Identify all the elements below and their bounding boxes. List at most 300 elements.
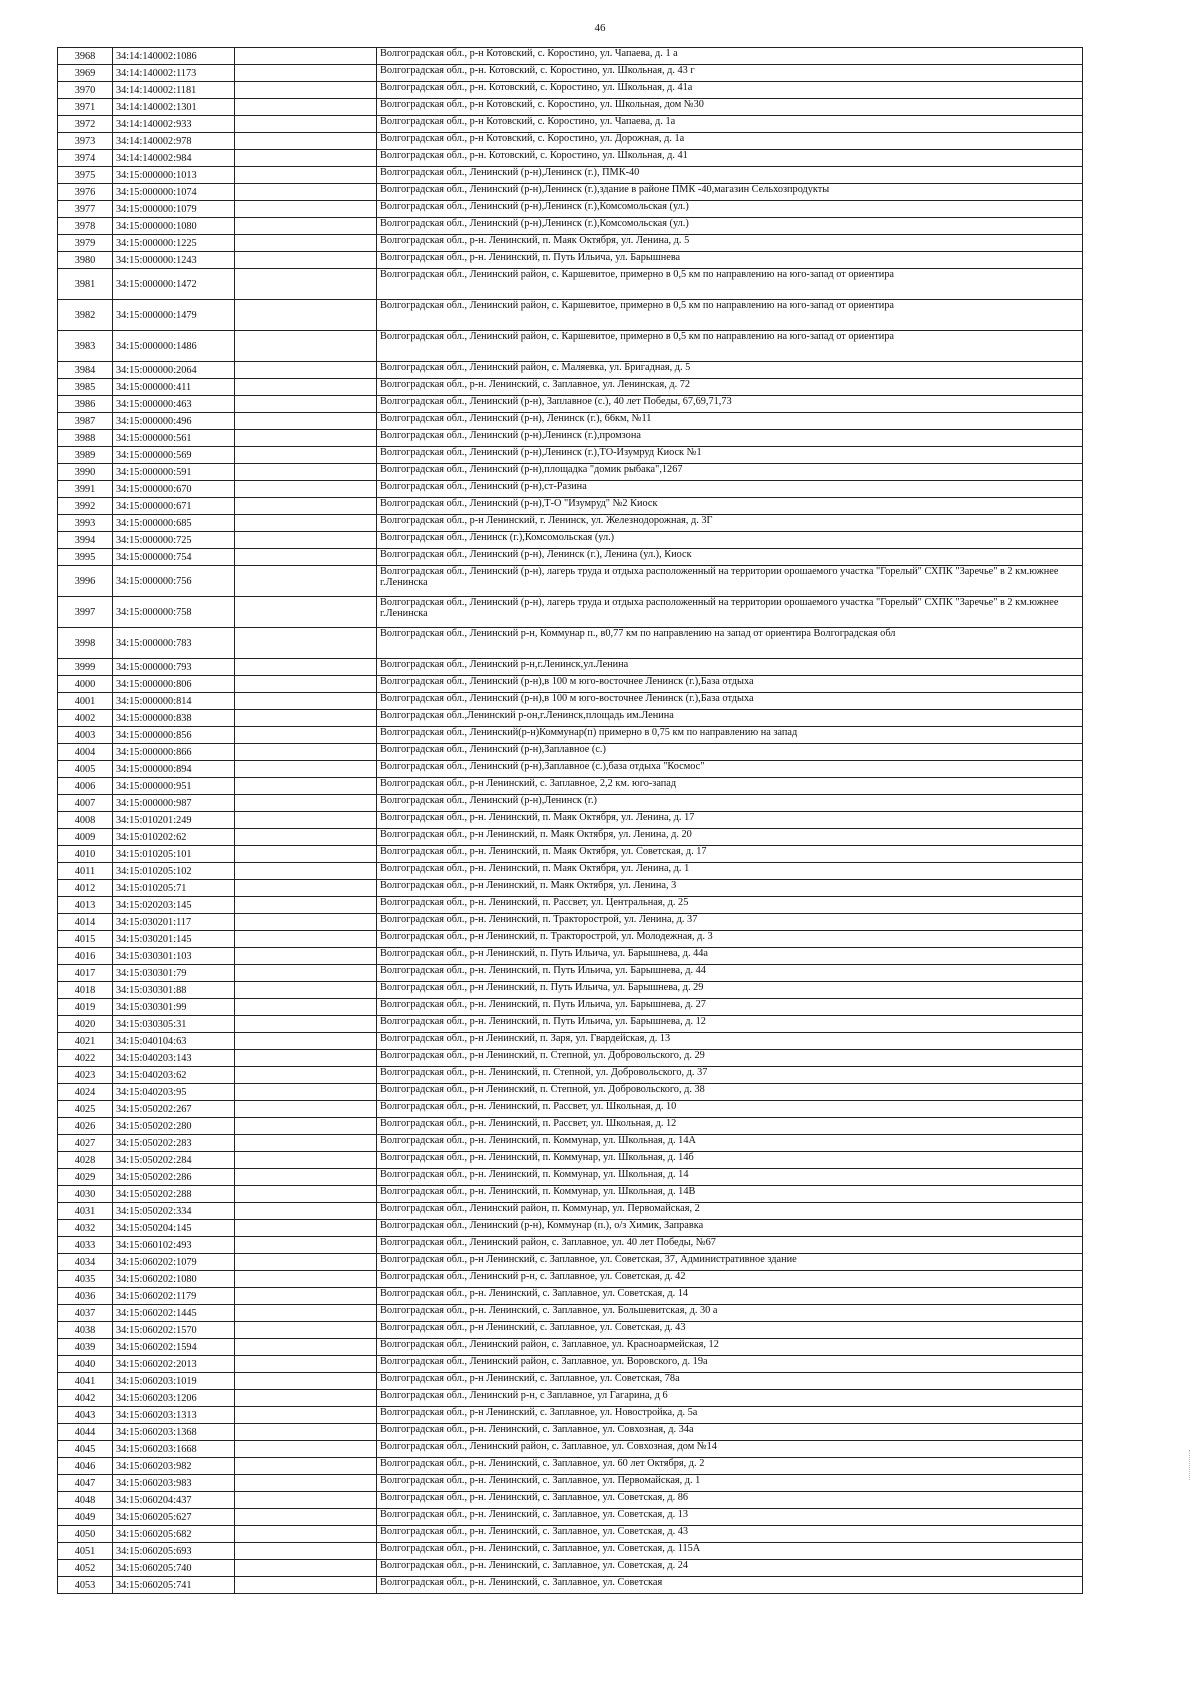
address-cell: Волгоградская обл., Ленинский (р-н),в 100 м юго-восточнее Ленинск (г.),База отдыха [377, 693, 1083, 710]
address-cell: Волгоградская обл., Ленинский (р-н),Ленинск (г.),ТО-Изумруд Киоск №1 [377, 447, 1083, 464]
row-number-cell: 3993 [58, 515, 113, 532]
empty-cell [235, 1509, 377, 1526]
row-number-cell: 4047 [58, 1475, 113, 1492]
row-number-cell: 3997 [58, 597, 113, 628]
table-row [58, 778, 1083, 795]
cadastral-number-cell: 34:15:000000:838 [113, 710, 235, 727]
empty-cell [235, 184, 377, 201]
address-cell: Волгоградская обл., р-н. Ленинский, с. Заплавное, ул. Советская, д. 24 [377, 1560, 1083, 1577]
row-number-cell: 4026 [58, 1118, 113, 1135]
address-cell: Волгоградская обл., р-н. Ленинский, с. Заплавное, ул. Советская, д. 115А [377, 1543, 1083, 1560]
empty-cell [235, 1237, 377, 1254]
empty-cell [235, 1424, 377, 1441]
empty-cell [235, 48, 377, 65]
table-row [58, 1254, 1083, 1271]
cadastral-number-cell: 34:15:060202:1570 [113, 1322, 235, 1339]
row-number-cell: 3980 [58, 252, 113, 269]
empty-cell [235, 965, 377, 982]
row-number-cell: 3990 [58, 464, 113, 481]
row-number-cell: 3982 [58, 300, 113, 331]
table-row [58, 65, 1083, 82]
table-row [58, 880, 1083, 897]
row-number-cell: 4044 [58, 1424, 113, 1441]
empty-cell [235, 761, 377, 778]
empty-cell [235, 829, 377, 846]
empty-cell [235, 628, 377, 659]
cadastral-number-cell: 34:15:050202:288 [113, 1186, 235, 1203]
address-cell: Волгоградская обл., р-н Ленинский, с. Заплавное, ул. Советская, 37, Административное здание [377, 1254, 1083, 1271]
table-row [58, 727, 1083, 744]
address-cell: Волгоградская обл., р-н Ленинский, с. Заплавное, ул. Новостройка, д. 5а [377, 1407, 1083, 1424]
row-number-cell: 3995 [58, 549, 113, 566]
address-cell: Волгоградская обл., Ленинск (г.),Комсомольская (ул.) [377, 532, 1083, 549]
cadastral-number-cell: 34:15:000000:866 [113, 744, 235, 761]
cadastral-number-cell: 34:15:000000:951 [113, 778, 235, 795]
address-cell: Волгоградская обл., Ленинский р-н, с. Заплавное, ул. Советская, д. 42 [377, 1271, 1083, 1288]
empty-cell [235, 1050, 377, 1067]
cadastral-number-cell: 34:15:060203:1206 [113, 1390, 235, 1407]
empty-cell [235, 218, 377, 235]
cadastral-number-cell: 34:15:000000:591 [113, 464, 235, 481]
cadastral-number-cell: 34:15:000000:685 [113, 515, 235, 532]
row-number-cell: 4045 [58, 1441, 113, 1458]
empty-cell [235, 150, 377, 167]
table-row [58, 1339, 1083, 1356]
row-number-cell: 4012 [58, 880, 113, 897]
address-cell: Волгоградская обл., р-н. Ленинский, п. Путь Ильича, ул. Барышнева, д. 27 [377, 999, 1083, 1016]
address-cell: Волгоградская обл., Ленинский район, п. Коммунар, ул. Первомайская, 2 [377, 1203, 1083, 1220]
table-row [58, 269, 1083, 300]
row-number-cell: 3979 [58, 235, 113, 252]
row-number-cell: 3972 [58, 116, 113, 133]
row-number-cell: 3996 [58, 566, 113, 597]
table-row [58, 1356, 1083, 1373]
cadastral-number-cell: 34:15:000000:758 [113, 597, 235, 628]
table-row [58, 48, 1083, 65]
row-number-cell: 4043 [58, 1407, 113, 1424]
empty-cell [235, 1305, 377, 1322]
address-cell: Волгоградская обл., Ленинский (р-н),в 100 м юго-восточнее Ленинск (г.),База отдыха [377, 676, 1083, 693]
table-row [58, 1237, 1083, 1254]
row-number-cell: 4007 [58, 795, 113, 812]
table-row [58, 447, 1083, 464]
table-row [58, 1509, 1083, 1526]
address-cell: Волгоградская обл., Ленинский р-н, с Заплавное, ул Гагарина, д 6 [377, 1390, 1083, 1407]
cadastral-number-cell: 34:15:060205:682 [113, 1526, 235, 1543]
table-row [58, 218, 1083, 235]
cadastral-number-cell: 34:15:060205:741 [113, 1577, 235, 1594]
address-cell: Волгоградская обл.,Ленинский р-он,г.Ленинск,площадь им.Ленина [377, 710, 1083, 727]
empty-cell [235, 1441, 377, 1458]
table-row [58, 82, 1083, 99]
table-row [58, 1101, 1083, 1118]
table-row [58, 1220, 1083, 1237]
table-row [58, 597, 1083, 628]
row-number-cell: 4005 [58, 761, 113, 778]
cadastral-number-cell: 34:15:060203:982 [113, 1458, 235, 1475]
row-number-cell: 4038 [58, 1322, 113, 1339]
table-row [58, 1560, 1083, 1577]
empty-cell [235, 99, 377, 116]
cadastral-number-cell: 34:15:050202:283 [113, 1135, 235, 1152]
empty-cell [235, 1288, 377, 1305]
empty-cell [235, 931, 377, 948]
row-number-cell: 4016 [58, 948, 113, 965]
table-row [58, 914, 1083, 931]
table-row [58, 116, 1083, 133]
table-row [58, 1577, 1083, 1594]
row-number-cell: 4025 [58, 1101, 113, 1118]
row-number-cell: 3968 [58, 48, 113, 65]
row-number-cell: 3998 [58, 628, 113, 659]
address-cell: Волгоградская обл., Ленинский р-н, Коммунар п., в0,77 км по направлению на запад от ориентира Волгоградская обл [377, 628, 1083, 659]
empty-cell [235, 201, 377, 218]
empty-cell [235, 379, 377, 396]
address-cell: Волгоградская обл., р-н. Ленинский, с. Заплавное, ул. Советская, д. 43 [377, 1526, 1083, 1543]
cadastral-number-cell: 34:15:000000:894 [113, 761, 235, 778]
table-row [58, 1118, 1083, 1135]
table-row [58, 795, 1083, 812]
cadastral-number-cell: 34:15:060205:693 [113, 1543, 235, 1560]
row-number-cell: 4049 [58, 1509, 113, 1526]
scan-artifact [1189, 1450, 1192, 1480]
table-row [58, 659, 1083, 676]
empty-cell [235, 1016, 377, 1033]
cadastral-number-cell: 34:15:060203:1313 [113, 1407, 235, 1424]
table-row [58, 1084, 1083, 1101]
table-row [58, 396, 1083, 413]
table-row [58, 1407, 1083, 1424]
table-row [58, 1526, 1083, 1543]
address-cell: Волгоградская обл., р-н Ленинский, п. Тракторострой, ул. Молодежная, д. 3 [377, 931, 1083, 948]
row-number-cell: 3978 [58, 218, 113, 235]
address-cell: Волгоградская обл., р-н. Ленинский, п. Путь Ильича, ул. Барышнева, д. 12 [377, 1016, 1083, 1033]
cadastral-number-cell: 34:15:060205:627 [113, 1509, 235, 1526]
cadastral-number-cell: 34:15:030201:145 [113, 931, 235, 948]
empty-cell [235, 447, 377, 464]
address-cell: Волгоградская обл., р-н Ленинский, с. Заплавное, 2,2 км. юго-запад [377, 778, 1083, 795]
table-row [58, 430, 1083, 447]
table-row [58, 863, 1083, 880]
address-cell: Волгоградская обл., р-н. Ленинский, с. Заплавное, ул. Советская, д. 13 [377, 1509, 1083, 1526]
cadastral-number-cell: 34:15:000000:1013 [113, 167, 235, 184]
table-row [58, 532, 1083, 549]
row-number-cell: 4027 [58, 1135, 113, 1152]
address-cell: Волгоградская обл., р-н Ленинский, п. Путь Ильича, ул. Барышнева, д. 29 [377, 982, 1083, 999]
empty-cell [235, 1322, 377, 1339]
address-cell: Волгоградская обл., Ленинский (р-н), лагерь труда и отдыха расположенный на территории орошаемого участка "Горелый" СХПК "Заречье" в 2 км.южнее г.Ленинска [377, 597, 1083, 628]
row-number-cell: 4021 [58, 1033, 113, 1050]
row-number-cell: 4018 [58, 982, 113, 999]
table-row [58, 965, 1083, 982]
empty-cell [235, 597, 377, 628]
table-row [58, 897, 1083, 914]
table-row [58, 931, 1083, 948]
empty-cell [235, 167, 377, 184]
empty-cell [235, 693, 377, 710]
cadastral-number-cell: 34:15:060203:1668 [113, 1441, 235, 1458]
cadastral-number-cell: 34:15:060203:983 [113, 1475, 235, 1492]
row-number-cell: 4014 [58, 914, 113, 931]
row-number-cell: 4042 [58, 1390, 113, 1407]
cadastral-number-cell: 34:15:000000:1243 [113, 252, 235, 269]
table-row [58, 676, 1083, 693]
table-row [58, 1203, 1083, 1220]
empty-cell [235, 1560, 377, 1577]
empty-cell [235, 498, 377, 515]
table-row [58, 252, 1083, 269]
row-number-cell: 4037 [58, 1305, 113, 1322]
table-row [58, 300, 1083, 331]
empty-cell [235, 300, 377, 331]
table-row [58, 744, 1083, 761]
cadastral-number-cell: 34:15:000000:463 [113, 396, 235, 413]
row-number-cell: 4032 [58, 1220, 113, 1237]
row-number-cell: 3981 [58, 269, 113, 300]
cadastral-number-cell: 34:14:140002:984 [113, 150, 235, 167]
row-number-cell: 4006 [58, 778, 113, 795]
cadastral-number-cell: 34:14:140002:978 [113, 133, 235, 150]
table-row [58, 1152, 1083, 1169]
cadastral-number-cell: 34:15:000000:671 [113, 498, 235, 515]
table-row [58, 150, 1083, 167]
cadastral-number-cell: 34:15:010205:101 [113, 846, 235, 863]
table-row [58, 1271, 1083, 1288]
row-number-cell: 3988 [58, 430, 113, 447]
table-row [58, 693, 1083, 710]
row-number-cell: 3989 [58, 447, 113, 464]
empty-cell [235, 1067, 377, 1084]
cadastral-number-cell: 34:15:000000:1479 [113, 300, 235, 331]
table-row [58, 1322, 1083, 1339]
cadastral-number-cell: 34:15:050202:286 [113, 1169, 235, 1186]
row-number-cell: 4022 [58, 1050, 113, 1067]
table-row [58, 515, 1083, 532]
table-row [58, 133, 1083, 150]
cadastral-number-cell: 34:15:060203:1368 [113, 1424, 235, 1441]
row-number-cell: 4039 [58, 1339, 113, 1356]
table-row [58, 829, 1083, 846]
cadastral-number-cell: 34:15:000000:411 [113, 379, 235, 396]
cadastral-number-cell: 34:15:000000:814 [113, 693, 235, 710]
empty-cell [235, 863, 377, 880]
address-cell: Волгоградская обл., р-н. Котовский, с. Коростино, ул. Школьная, д. 43 г [377, 65, 1083, 82]
row-number-cell: 3987 [58, 413, 113, 430]
table-row [58, 846, 1083, 863]
row-number-cell: 4024 [58, 1084, 113, 1101]
row-number-cell: 3984 [58, 362, 113, 379]
empty-cell [235, 676, 377, 693]
row-number-cell: 4052 [58, 1560, 113, 1577]
table-row [58, 1458, 1083, 1475]
row-number-cell: 4035 [58, 1271, 113, 1288]
table-body [58, 48, 1083, 1594]
cadastral-number-cell: 34:14:140002:1181 [113, 82, 235, 99]
table-row [58, 1373, 1083, 1390]
empty-cell [235, 1186, 377, 1203]
row-number-cell: 4020 [58, 1016, 113, 1033]
address-cell: Волгоградская обл., р-н Ленинский, п. Степной, ул. Добровольского, д. 38 [377, 1084, 1083, 1101]
empty-cell [235, 897, 377, 914]
address-cell: Волгоградская обл., р-н. Ленинский, с. Заплавное, ул. 60 лет Октября, д. 2 [377, 1458, 1083, 1475]
row-number-cell: 4033 [58, 1237, 113, 1254]
row-number-cell: 3994 [58, 532, 113, 549]
empty-cell [235, 235, 377, 252]
address-cell: Волгоградская обл., р-н. Ленинский, п. Коммунар, ул. Школьная, д. 14В [377, 1186, 1083, 1203]
address-cell: Волгоградская обл., Ленинский (р-н),Заплавное (с.) [377, 744, 1083, 761]
cadastral-number-cell: 34:15:000000:670 [113, 481, 235, 498]
row-number-cell: 4034 [58, 1254, 113, 1271]
row-number-cell: 3985 [58, 379, 113, 396]
table-row [58, 948, 1083, 965]
empty-cell [235, 1152, 377, 1169]
table-row [58, 1543, 1083, 1560]
row-number-cell: 3973 [58, 133, 113, 150]
address-cell: Волгоградская обл., р-н Котовский, с. Коростино, ул. Чапаева, д. 1а [377, 116, 1083, 133]
empty-cell [235, 999, 377, 1016]
table-row [58, 982, 1083, 999]
row-number-cell: 4046 [58, 1458, 113, 1475]
table-row [58, 481, 1083, 498]
address-cell: Волгоградская обл., р-н. Ленинский, п. Маяк Октября, ул. Ленина, д. 1 [377, 863, 1083, 880]
empty-cell [235, 795, 377, 812]
address-cell: Волгоградская обл., р-н. Ленинский, с. Заплавное, ул. Советская [377, 1577, 1083, 1594]
property-register-table [57, 47, 1083, 1594]
cadastral-number-cell: 34:15:060102:493 [113, 1237, 235, 1254]
empty-cell [235, 549, 377, 566]
row-number-cell: 3977 [58, 201, 113, 218]
address-cell: Волгоградская обл., Ленинский (р-н),Ленинск (г.),Комсомольская (ул.) [377, 201, 1083, 218]
cadastral-number-cell: 34:14:140002:1301 [113, 99, 235, 116]
empty-cell [235, 1135, 377, 1152]
cadastral-number-cell: 34:15:060202:1445 [113, 1305, 235, 1322]
row-number-cell: 4013 [58, 897, 113, 914]
table-row [58, 235, 1083, 252]
empty-cell [235, 982, 377, 999]
row-number-cell: 4023 [58, 1067, 113, 1084]
cadastral-number-cell: 34:14:140002:933 [113, 116, 235, 133]
cadastral-number-cell: 34:15:030301:99 [113, 999, 235, 1016]
table-row [58, 1169, 1083, 1186]
cadastral-number-cell: 34:15:030301:88 [113, 982, 235, 999]
empty-cell [235, 744, 377, 761]
address-cell: Волгоградская обл., Ленинский район, с. Каршевитое, примерно в 0,5 км по направлению на юго-запад от ориентира [377, 300, 1083, 331]
cadastral-number-cell: 34:15:010201:249 [113, 812, 235, 829]
table-row [58, 1186, 1083, 1203]
row-number-cell: 3974 [58, 150, 113, 167]
cadastral-number-cell: 34:15:040203:62 [113, 1067, 235, 1084]
empty-cell [235, 659, 377, 676]
address-cell: Волгоградская обл., Ленинский р-н,г.Ленинск,ул.Ленина [377, 659, 1083, 676]
cadastral-number-cell: 34:15:040203:95 [113, 1084, 235, 1101]
cadastral-number-cell: 34:15:060204:437 [113, 1492, 235, 1509]
row-number-cell: 4041 [58, 1373, 113, 1390]
address-cell: Волгоградская обл., Ленинский(р-н)Коммунар(п) примерно в 0,75 км по направлению на запад [377, 727, 1083, 744]
empty-cell [235, 778, 377, 795]
address-cell: Волгоградская обл., Ленинский район, с. Заплавное, ул. Воровского, д. 19а [377, 1356, 1083, 1373]
empty-cell [235, 1101, 377, 1118]
address-cell: Волгоградская обл., Ленинский (р-н),Ленинск (г.),промзона [377, 430, 1083, 447]
address-cell: Волгоградская обл., р-н. Ленинский, с. Заплавное, ул. Советская, д. 86 [377, 1492, 1083, 1509]
cadastral-number-cell: 34:15:000000:1486 [113, 331, 235, 362]
address-cell: Волгоградская обл., р-н. Ленинский, с. Заплавное, ул. Совхозная, д. 34а [377, 1424, 1083, 1441]
table-row [58, 1475, 1083, 1492]
row-number-cell: 3975 [58, 167, 113, 184]
address-cell: Волгоградская обл., р-н Ленинский, с. Заплавное, ул. Советская, 78а [377, 1373, 1083, 1390]
cadastral-number-cell: 34:15:040104:63 [113, 1033, 235, 1050]
row-number-cell: 4011 [58, 863, 113, 880]
cadastral-number-cell: 34:15:000000:856 [113, 727, 235, 744]
table-row [58, 710, 1083, 727]
empty-cell [235, 880, 377, 897]
cadastral-number-cell: 34:15:050202:284 [113, 1152, 235, 1169]
cadastral-number-cell: 34:15:030301:103 [113, 948, 235, 965]
empty-cell [235, 1390, 377, 1407]
empty-cell [235, 846, 377, 863]
address-cell: Волгоградская обл., р-н. Ленинский, с. Заплавное, ул. Большевитская, д. 30 а [377, 1305, 1083, 1322]
table-row [58, 628, 1083, 659]
table-row [58, 362, 1083, 379]
row-number-cell: 4004 [58, 744, 113, 761]
cadastral-number-cell: 34:15:000000:2064 [113, 362, 235, 379]
address-cell: Волгоградская обл., Ленинский (р-н), Коммунар (п.), о/з Химик, Заправка [377, 1220, 1083, 1237]
table-row [58, 999, 1083, 1016]
cadastral-number-cell: 34:15:060202:1079 [113, 1254, 235, 1271]
cadastral-number-cell: 34:15:030201:117 [113, 914, 235, 931]
page-number: 46 [594, 22, 606, 34]
empty-cell [235, 710, 377, 727]
row-number-cell: 4003 [58, 727, 113, 744]
cadastral-number-cell: 34:15:030301:79 [113, 965, 235, 982]
empty-cell [235, 812, 377, 829]
cadastral-number-cell: 34:15:050202:267 [113, 1101, 235, 1118]
table-row [58, 1033, 1083, 1050]
table-row [58, 1288, 1083, 1305]
row-number-cell: 3969 [58, 65, 113, 82]
address-cell: Волгоградская обл., р-н Ленинский, п. Маяк Октября, ул. Ленина, д. 20 [377, 829, 1083, 846]
address-cell: Волгоградская обл., Ленинский (р-н),ст-Разина [377, 481, 1083, 498]
table-row [58, 1067, 1083, 1084]
address-cell: Волгоградская обл., р-н Котовский, с. Коростино, ул. Школьная, дом №30 [377, 99, 1083, 116]
empty-cell [235, 727, 377, 744]
row-number-cell: 4036 [58, 1288, 113, 1305]
cadastral-number-cell: 34:15:000000:561 [113, 430, 235, 447]
empty-cell [235, 430, 377, 447]
table-row [58, 812, 1083, 829]
cadastral-number-cell: 34:15:000000:1080 [113, 218, 235, 235]
address-cell: Волгоградская обл., р-н. Ленинский, п. Рассвет, ул. Школьная, д. 10 [377, 1101, 1083, 1118]
address-cell: Волгоградская обл., Ленинский (р-н),площадка "домик рыбака",1267 [377, 464, 1083, 481]
address-cell: Волгоградская обл., р-н Ленинский, г. Ленинск, ул. Железнодорожная, д. 3Г [377, 515, 1083, 532]
address-cell: Волгоградская обл., Ленинский (р-н), Заплавное (с.), 40 лет Победы, 67,69,71,73 [377, 396, 1083, 413]
empty-cell [235, 1254, 377, 1271]
cadastral-number-cell: 34:15:010205:102 [113, 863, 235, 880]
address-cell: Волгоградская обл., р-н. Ленинский, п. Коммунар, ул. Школьная, д. 14 [377, 1169, 1083, 1186]
table-row [58, 99, 1083, 116]
cadastral-number-cell: 34:15:000000:756 [113, 566, 235, 597]
empty-cell [235, 1458, 377, 1475]
row-number-cell: 4048 [58, 1492, 113, 1509]
address-cell: Волгоградская обл., Ленинский (р-н),Заплавное (с.),база отдыха "Космос" [377, 761, 1083, 778]
table-row [58, 1390, 1083, 1407]
empty-cell [235, 515, 377, 532]
row-number-cell: 4010 [58, 846, 113, 863]
empty-cell [235, 481, 377, 498]
row-number-cell: 4019 [58, 999, 113, 1016]
cadastral-number-cell: 34:15:060205:740 [113, 1560, 235, 1577]
cadastral-number-cell: 34:15:050202:280 [113, 1118, 235, 1135]
address-cell: Волгоградская обл., р-н. Ленинский, п. Маяк Октября, ул. Советская, д. 17 [377, 846, 1083, 863]
